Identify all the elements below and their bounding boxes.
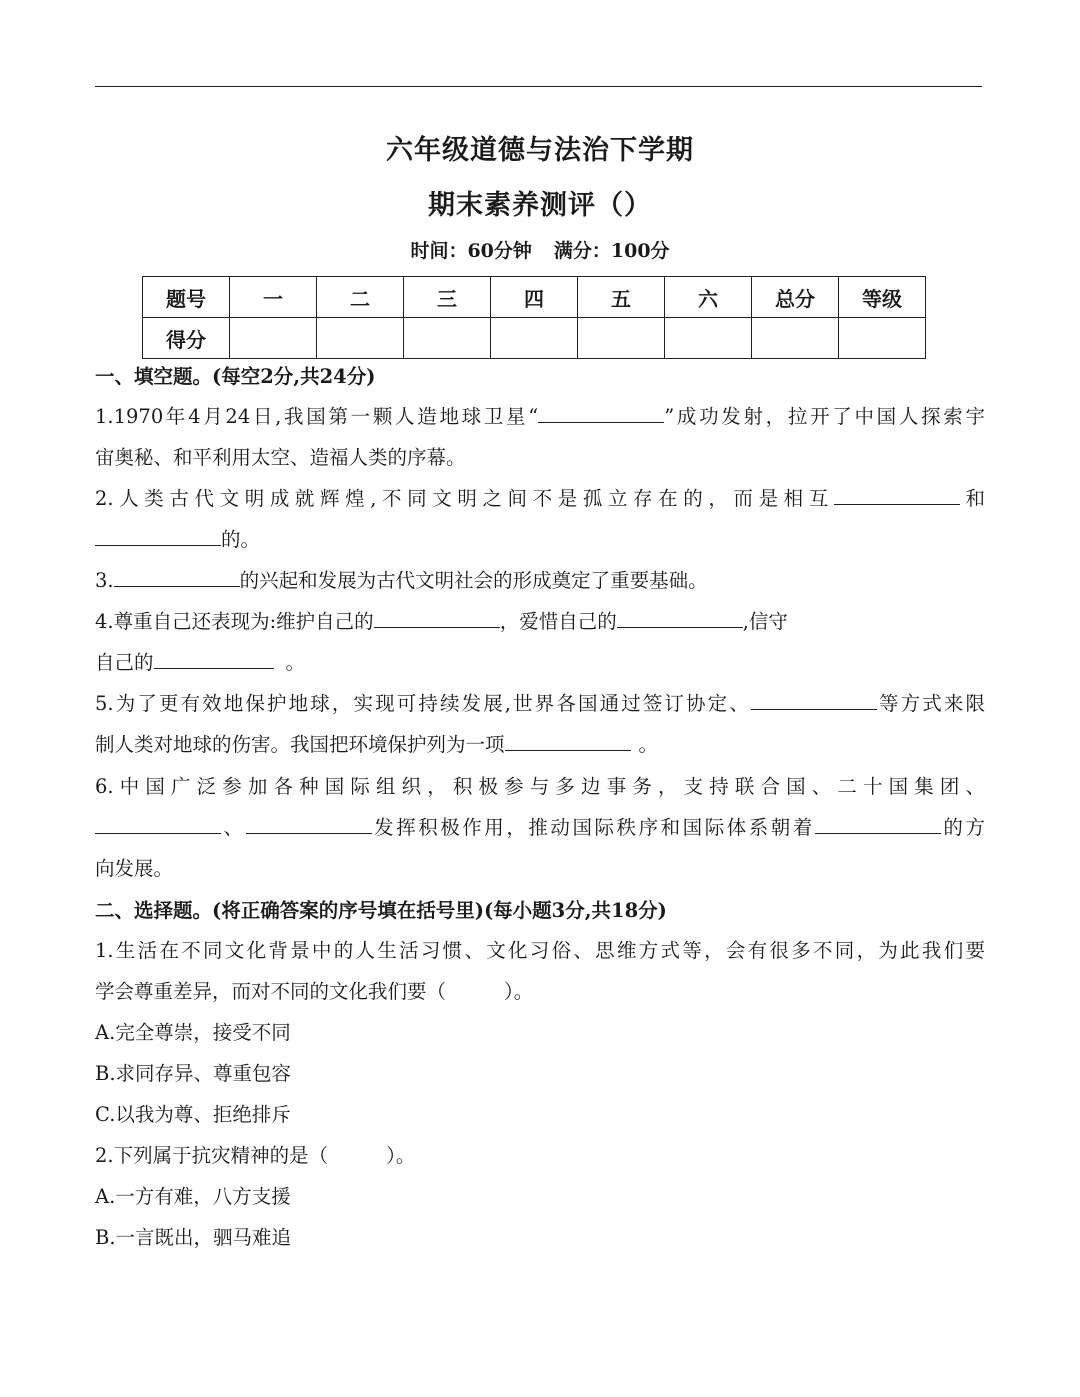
answer-blank[interactable] bbox=[246, 815, 372, 834]
score-entry-cell[interactable] bbox=[839, 318, 926, 359]
question-line: 5.为了更有效地保护地球，实现可持续发展,世界各国通过签订协定、 等方式来限 bbox=[95, 692, 985, 715]
answer-blank[interactable] bbox=[374, 609, 500, 628]
question-line: 2.人类古代文明成就辉煌,不同文明之间不是孤立存在的，而是相互 和 bbox=[95, 487, 985, 510]
table-cell: 总分 bbox=[752, 277, 839, 318]
option-item: B.求同存异、尊重包容 bbox=[95, 1062, 292, 1085]
option-item: A.完全尊崇，接受不同 bbox=[95, 1021, 291, 1044]
score-entry-cell[interactable] bbox=[317, 318, 404, 359]
header-rule bbox=[95, 86, 982, 87]
question-line: 1.生活在不同文化背景中的人生活习惯、文化习俗、思维方式等，会有很多不同，为此我们要 bbox=[95, 939, 985, 962]
question-line: 1.1970年4月24日,我国第一颗人造地球卫星“ ”成功发射，拉开了中国人探索宇 bbox=[95, 405, 985, 428]
section-heading: 一、填空题。(每空2分,共24分) bbox=[95, 365, 376, 388]
answer-blank[interactable] bbox=[505, 732, 631, 751]
table-cell: 三 bbox=[404, 277, 491, 318]
question-line: 自己的 。 bbox=[95, 651, 306, 674]
answer-blank[interactable] bbox=[114, 568, 240, 587]
answer-blank[interactable] bbox=[95, 815, 221, 834]
option-item: C.以我为尊、拒绝排斥 bbox=[95, 1103, 291, 1126]
question-line: 制人类对地球的伤害。我国把环境保护列为一项 。 bbox=[95, 733, 659, 756]
table-cell: 题号 bbox=[143, 277, 230, 318]
table-cell: 一 bbox=[230, 277, 317, 318]
table-cell: 四 bbox=[491, 277, 578, 318]
score-entry-cell[interactable] bbox=[665, 318, 752, 359]
answer-blank[interactable] bbox=[751, 691, 877, 710]
question-line: 6.中国广泛参加各种国际组织，积极参与多边事务，支持联合国、二十国集团、 bbox=[95, 775, 985, 798]
answer-blank[interactable] bbox=[538, 404, 664, 423]
table-cell: 五 bbox=[578, 277, 665, 318]
question-line: 2.下列属于抗灾精神的是（ ）。 bbox=[95, 1144, 416, 1167]
section-heading: 二、选择题。(将正确答案的序号填在括号里)(每小题3分,共18分) bbox=[95, 899, 667, 922]
option-item: B.一言既出，驷马难追 bbox=[95, 1226, 292, 1249]
answer-blank[interactable] bbox=[154, 650, 274, 669]
score-table bbox=[142, 276, 926, 359]
question-line: 向发展。 bbox=[95, 857, 174, 880]
question-line: 的。 bbox=[95, 527, 985, 553]
score-entry-cell[interactable] bbox=[752, 318, 839, 359]
question-line: 3. 的兴起和发展为古代文明社会的形成奠定了重要基础。 bbox=[95, 569, 708, 592]
exam-subtitle: 期末素养测评（） bbox=[428, 190, 652, 221]
option-item: A.一方有难，八方支援 bbox=[95, 1185, 291, 1208]
answer-blank[interactable] bbox=[95, 527, 221, 546]
question-line: 宙奥秘、和平利用太空、造福人类的序幕。 bbox=[95, 446, 466, 469]
question-line: 学会尊重差异，而对不同的文化我们要（ ）。 bbox=[95, 980, 534, 1003]
score-entry-cell[interactable] bbox=[578, 318, 665, 359]
question-line: 4.尊重自己还表现为:维护自己的 ，爱惜自己的 ,信守 bbox=[95, 610, 788, 633]
score-entry-cell[interactable] bbox=[230, 318, 317, 359]
time-limit: 时间：60分钟 bbox=[410, 240, 532, 262]
score-entry-cell[interactable] bbox=[404, 318, 491, 359]
answer-blank[interactable] bbox=[815, 815, 941, 834]
question-line: 、 发挥积极作用，推动国际秩序和国际体系朝着 的方 bbox=[95, 815, 985, 841]
full-score: 满分：100分 bbox=[553, 240, 670, 262]
score-entry-cell[interactable] bbox=[491, 318, 578, 359]
table-cell: 得分 bbox=[143, 318, 230, 359]
exam-title: 六年级道德与法治下学期 bbox=[386, 135, 694, 166]
exam-info bbox=[0, 236, 1080, 263]
answer-blank[interactable] bbox=[617, 609, 743, 628]
answer-blank[interactable] bbox=[834, 486, 960, 505]
score-table-header-row bbox=[143, 277, 926, 318]
table-cell: 等级 bbox=[839, 277, 926, 318]
score-table-score-row bbox=[143, 318, 926, 359]
table-cell: 六 bbox=[665, 277, 752, 318]
table-cell: 二 bbox=[317, 277, 404, 318]
